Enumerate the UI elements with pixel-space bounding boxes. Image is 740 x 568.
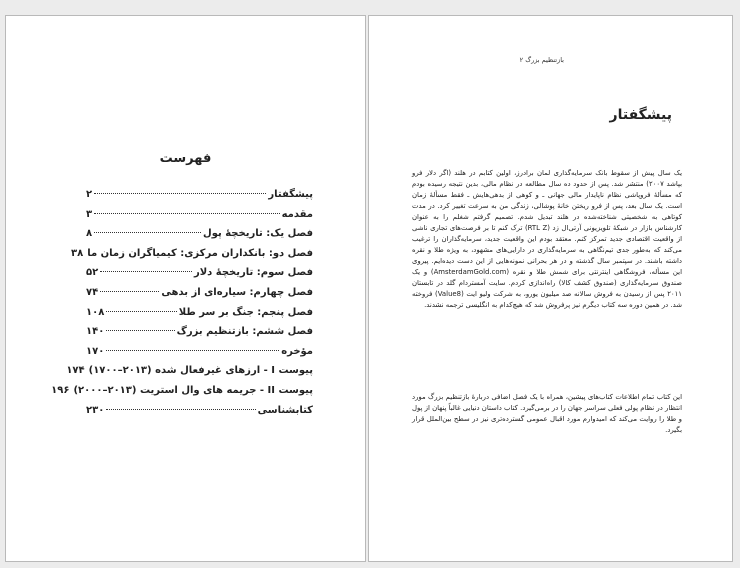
toc-entry-page: ۲ xyxy=(86,189,93,200)
toc-entry-page: ۵۲ xyxy=(86,267,99,279)
toc-entry-page: ۷۴ xyxy=(86,286,99,298)
toc-entry xyxy=(86,307,313,327)
toc-entry xyxy=(86,346,313,366)
toc-entry-title: مؤخره xyxy=(281,345,313,357)
toc-entry xyxy=(66,365,313,385)
toc-entry-title: فصل پنجم: جنگ بر سر طلا xyxy=(178,306,313,318)
toc-page xyxy=(5,15,366,562)
toc-leader xyxy=(106,311,176,312)
toc-entry xyxy=(86,287,313,307)
toc-entry xyxy=(86,326,313,346)
header-page-number: ۲ xyxy=(519,56,524,64)
toc-leader xyxy=(106,350,279,351)
toc-entry xyxy=(86,189,313,209)
preface-paragraph: یک سال پیش از سقوط بانک سرمایه‌گذاری لمان برادرز، اولین کتابم در هلند (اگر دلار فرو بپاشد ۲۰۰۷) منتشر شد. پس از حدود ده سال مطالعه در نظام مالی، بدین نتیجه رسیده بودم که مسألهٔ فروپاشی نظام ناپایدار مالی جهانی ـ و کوهی از بدهی‌هایش ـ فقط مسألهٔ زمان است. یک سال بعد، پس از فرو ریختن خانهٔ پوشالی، زندگی من به سرعت تغییر کرد. در مدت کوتاهی به شخصیتی شناخته‌شده در هلند تبدیل شدم. تصمیم گرفتم شغلم را به عنوان کارشناس بازار در شبکهٔ تلویزیونی آرتی‌ال زد (RTL Z) ترک کنم تا بر فرصت‌های تجاری ناشی از واقعیت اقتصادی جدید تمرکز کنم. معتقد بودم این واقعیت جدید، سرمایه‌گذاران را ترغیب می‌کند که به‌طور جدی تیم‌نگاهی به سرمایه‌گذاری در دارایی‌های مشهود، به ویژه طلا و نقره داشته باشند. در سپتمبر سال گذشته و در هر بحرانی نمونه‌هایی از این دست دیده‌ایم. پیروی این مسأله، فروشگاهی اینترنتی برای شمش طلا و نقره (AmsterdamGold.com) و یک صندوق سرمایه‌گذاری (صندوق کشف کالا) راه‌اندازی کردم. سایت آمستردام گلد در تابستان ۲۰۱۱ پس از رسیدن به فروش سالانه صد میلیون یورو، به شرکت ولیو ایت (Value8) فروخته شد. در همین دوره سه کتاب دیگرم نیز پرفروش شد که هیچ‌کدام به انگلیسی ترجمه نشدند. xyxy=(412,169,683,309)
toc-entry-page: ۳ xyxy=(86,208,93,220)
toc-entry-title: مقدمه xyxy=(281,208,313,220)
toc-leader xyxy=(100,271,192,272)
toc-entry-title: پیوست I - ارزهای غیرفعال شده (۲۰۱۳–۱۷۰۰) xyxy=(88,365,313,377)
toc-leader xyxy=(94,232,201,233)
toc-entry-title: پیشگفتار xyxy=(268,189,313,200)
toc-list xyxy=(51,189,313,424)
toc-entry xyxy=(51,384,313,405)
toc-leader xyxy=(106,330,174,331)
toc-leader xyxy=(94,193,266,194)
toc-entry xyxy=(86,228,313,248)
toc-entry xyxy=(86,209,313,229)
toc-entry xyxy=(70,247,313,268)
toc-title: فهرست xyxy=(159,151,212,166)
preface-title: پیشگفتار xyxy=(609,107,672,123)
toc-entry-page: ۸ xyxy=(86,228,93,240)
preface-paragraph: این کتاب تمام اطلاعات کتاب‌های پیشین، همراه با یک فصل اضافی دربارهٔ بازتنظیم بزرگ مورد انتظار در نظام پولی فعلی سراسر جهان را در برمی‌گیرد. کتاب داستان دنیایی غالباً پنهان از پول و طلا را روایت می‌کند که امیدوارم مورد اقبال عمومی گسترده‌تری نیز در سطح بین‌الملل قرار بگیرد. xyxy=(411,393,682,434)
toc-entry-page: ۱۷۰ xyxy=(86,345,105,357)
toc-entry-title: فصل دو: بانکداران مرکزی: کیمیاگران زمان ما xyxy=(87,247,313,259)
toc-entry-title: فصل سوم: تاریخچهٔ دلار xyxy=(193,267,313,279)
toc-entry xyxy=(86,267,313,287)
toc-entry-title: فصل چهارم: سیاره‌ای از بدهی xyxy=(161,286,313,298)
toc-entry-title: کتابشناسی xyxy=(257,404,313,416)
preface-page xyxy=(368,15,733,562)
toc-entry-page: ۱۹۶ xyxy=(51,384,70,396)
toc-entry-page: ۲۳۰ xyxy=(86,404,105,416)
toc-entry-page: ۳۸ xyxy=(70,247,84,259)
running-header xyxy=(369,56,564,64)
toc-entry-page: ۱۷۴ xyxy=(66,365,85,377)
header-book-title: بازتنظیم بزرگ xyxy=(525,56,564,64)
toc-entry-title: پیوست II - جریمه های وال استریت (۲۰۱۳–۲۰۰۰) xyxy=(73,384,313,396)
toc-leader xyxy=(100,291,159,292)
toc-entry-title: فصل ششم: بازتنظیم بزرگ xyxy=(176,326,313,338)
toc-entry-title: فصل یک: تاریخچهٔ پول xyxy=(203,228,313,240)
toc-leader xyxy=(94,213,279,214)
toc-entry xyxy=(86,405,313,425)
toc-entry-page: ۱۰۸ xyxy=(86,306,105,318)
toc-entry-page: ۱۴۰ xyxy=(86,326,105,338)
toc-leader xyxy=(106,409,255,410)
